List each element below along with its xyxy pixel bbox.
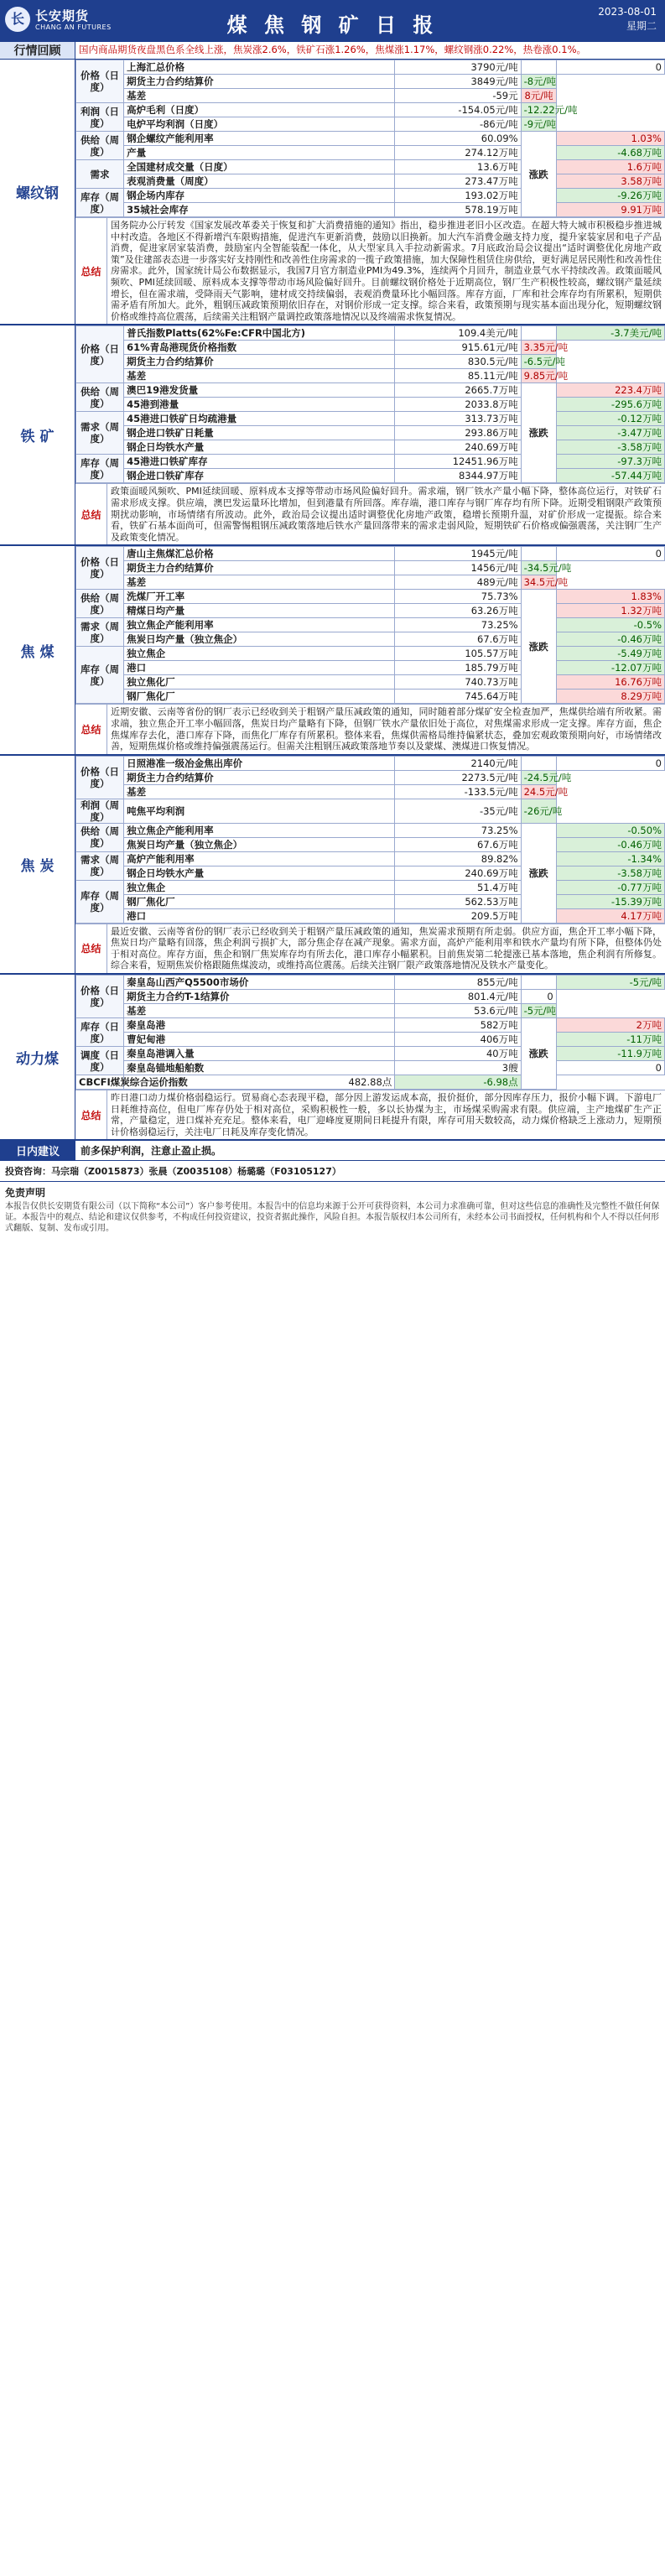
indicator-name: 45港到港量 [124,398,395,412]
indicator-row [76,675,665,690]
logo-en-text: CHANG AN FUTURES [35,23,112,31]
indicator-row [76,1061,665,1075]
indicator-value: 73.25% [395,823,521,837]
indicator-value: 51.4万吨 [395,880,521,894]
indicator-name: 港口 [124,661,395,675]
indicator-value: 582万吨 [395,1018,521,1033]
indicator-row [76,455,665,469]
indicator-change: -6.98点 [395,1075,521,1090]
indicator-category: 利润（周度） [76,799,124,823]
commodity-section [0,975,665,1141]
indicator-table [75,546,665,704]
indicator-row [76,146,665,160]
indicator-name: 电炉平均利润（日度） [124,117,395,132]
indicator-row [76,355,665,369]
indicator-change: -11.9万吨 [556,1047,664,1061]
indicator-name: 全国建材成交量（日度） [124,160,395,174]
indicator-name: 期货主力合约T-1结算价 [124,990,395,1004]
indicator-row [76,132,665,146]
report-date: 2023-08-01 [598,6,657,18]
header [0,0,665,42]
indicator-category: 需求（周度） [76,851,124,880]
indicator-row [76,1075,665,1090]
commodity-name: 焦 炭 [0,756,75,973]
indicator-value: 2033.8万吨 [395,398,521,412]
indicator-category: 库存（周度） [76,455,124,483]
commodity-name: 铁 矿 [0,325,75,544]
indicator-row [76,469,665,483]
indicator-value: -59元 [395,89,521,103]
indicator-change: 0 [556,1061,664,1075]
summary-block [75,217,665,324]
indicator-name: 焦炭日均产量（独立焦企） [124,837,395,851]
indicator-change: 9.85元/吨 [521,369,556,383]
commodity-sections [0,60,665,1141]
trend-label [521,326,556,341]
indicator-name: 港口 [124,908,395,923]
commodity-body [75,546,665,753]
indicator-change: -9.26万吨 [556,189,664,203]
indicator-change: 1.6万吨 [556,160,664,174]
indicator-name: 45港进口铁矿日均疏港量 [124,412,395,426]
indicator-row [76,60,665,75]
indicator-value: 240.69万吨 [395,440,521,455]
indicator-value: 53.6元/吨 [395,1004,521,1018]
indicator-row [76,547,665,561]
logo-cn-text: 长安期货 [35,8,90,23]
indicator-name: 独立焦化厂 [124,675,395,690]
summary-block [75,483,665,544]
report-title: 煤 焦 钢 矿 日 报 [226,13,439,37]
indicator-name: 钢企进口铁矿日耗量 [124,426,395,440]
indicator-name: 吨焦平均利润 [124,799,395,823]
summary-label: 总结 [75,705,107,753]
disclaimer-title: 免责声明 [5,1187,46,1200]
indicator-change: 1.03% [556,132,664,146]
indicator-row [76,160,665,174]
indicator-row [76,866,665,880]
indicator-change: 0 [556,756,664,770]
indicator-name: 基差 [124,89,395,103]
indicator-change: 0 [556,60,664,75]
indicator-value: 406万吨 [395,1033,521,1047]
indicator-name: 钢厂焦化厂 [124,690,395,704]
summary-block [75,924,665,973]
indicator-name: 洗煤厂开工率 [124,590,395,604]
commodity-section [0,546,665,755]
daily-advice-label: 日内建议 [0,1141,75,1160]
indicator-change: 3.58万吨 [556,174,664,189]
indicator-name: 基差 [124,1004,395,1018]
indicator-name: 钢企场内库存 [124,189,395,203]
indicator-category: 供给（周度） [76,590,124,618]
indicator-name: 期货主力合约结算价 [124,561,395,575]
indicator-change: -24.5元/吨 [521,770,556,784]
indicator-change: -8元/吨 [521,75,556,89]
indicator-name: 澳巴19港发货量 [124,383,395,398]
indicator-change: 34.5元/吨 [521,575,556,590]
indicator-value: 75.73% [395,590,521,604]
indicator-value: 915.61元/吨 [395,341,521,355]
market-review-label: 行情回顾 [0,42,75,59]
indicator-value: 105.57万吨 [395,647,521,661]
indicator-value: 1456元/吨 [395,561,521,575]
indicator-category: 需求（周度） [76,412,124,455]
indicator-change: -3.58万吨 [556,866,664,880]
summary-label: 总结 [75,1090,107,1139]
indicator-name: 产量 [124,146,395,160]
summary-block [75,1090,665,1139]
indicator-row [76,690,665,704]
summary-text: 昨日港口动力煤价格弱稳运行。贸易商心态表现平稳，部分因上游发运成本高，报价挺价，部分因库存压力，报价小幅下调。下游电厂日耗维持高位，但电厂库存仍处于相对高位，采购积极性一般，多以长协煤为主，市场煤采购需求有限。供应端，主产地煤矿生产正常，产量稳定，进口煤补充充足。整体来看，电厂迎峰度夏期间日耗提升有限，库存可用天数较高，动力煤价格缺乏上涨动力，短期预计价格弱稳运行，关注电厂日耗及库存变化情况。 [111,1092,662,1137]
indicator-row [76,604,665,618]
indicator-value: 240.69万吨 [395,866,521,880]
indicator-table [75,325,665,483]
indicator-category: 价格（日度） [76,547,124,590]
indicator-change: -15.39万吨 [556,894,664,908]
indicator-row [76,412,665,426]
indicator-name: 普氏指数Platts(62%Fe:CFR中国北方) [124,326,395,341]
indicator-value: 40万吨 [395,1047,521,1061]
trend-label: 涨跌 [521,590,556,704]
indicator-value: 193.02万吨 [395,189,521,203]
indicator-name: 期货主力合约结算价 [124,770,395,784]
commodity-body [75,60,665,324]
trend-label: 涨跌 [521,132,556,217]
report-date-block [598,5,657,34]
market-review-text: 国内商品期货夜盘黑色系全线上涨，焦炭涨2.6%，铁矿石涨1.26%，焦煤涨1.17%，螺纹钢涨0.22%，热卷涨0.1%。 [79,44,587,55]
indicator-name: 独立焦企产能利用率 [124,823,395,837]
indicator-change: 0 [556,547,664,561]
indicator-change: -4.68万吨 [556,146,664,160]
indicator-category: 供给（周度） [76,132,124,160]
indicator-change: 3.35元/吨 [521,341,556,355]
indicator-name: 上海汇总价格 [124,60,395,75]
indicator-value: 2273.5元/吨 [395,770,521,784]
indicator-change: -5.49万吨 [556,647,664,661]
indicator-change: -1.34% [556,851,664,866]
indicator-category: 库存（周度） [76,880,124,923]
indicator-row [76,908,665,923]
trend-label: 涨跌 [521,383,556,483]
daily-advice [0,1141,665,1161]
indicator-value: 482.88点 [124,1075,395,1090]
indicator-row [76,661,665,675]
indicator-name: 期货主力合约结算价 [124,355,395,369]
indicator-change: -97.3万吨 [556,455,664,469]
indicator-change: -3.47万吨 [556,426,664,440]
indicator-row [76,326,665,341]
trend-label [521,976,556,990]
indicator-row [76,823,665,837]
indicator-name: 期货主力合约结算价 [124,75,395,89]
indicator-name: 高炉产能利用率 [124,851,395,866]
indicator-value: 67.6万吨 [395,632,521,647]
indicator-row [76,1004,665,1018]
indicator-value: 313.73万吨 [395,412,521,426]
trend-label [521,60,556,75]
indicator-value: 1945元/吨 [395,547,521,561]
indicator-value: 2140元/吨 [395,756,521,770]
indicator-change: -5元/吨 [521,1004,556,1018]
indicator-category: 需求（周度） [76,618,124,647]
indicator-row [76,440,665,455]
indicator-name: 基差 [124,575,395,590]
indicator-row [76,189,665,203]
logo-mark-icon: 长 [5,7,30,32]
indicator-value: 578.19万吨 [395,203,521,217]
indicator-table [75,60,665,217]
indicator-value: 293.86万吨 [395,426,521,440]
indicator-change: 9.91万吨 [556,203,664,217]
indicator-value: 63.26万吨 [395,604,521,618]
indicator-name: 35城社会库存 [124,203,395,217]
indicator-category: 价格（日度） [76,326,124,383]
indicator-category: 调度（日度） [76,1047,124,1075]
indicator-value: 274.12万吨 [395,146,521,160]
indicator-value: -133.5元/吨 [395,784,521,799]
commodity-name: 螺纹钢 [0,60,75,324]
indicator-row [76,976,665,990]
indicator-value: -35元/吨 [395,799,521,823]
indicator-change: -12.07万吨 [556,661,664,675]
indicator-category: 利润（日度） [76,103,124,132]
indicator-change: -3.58万吨 [556,440,664,455]
indicator-row [76,1033,665,1047]
indicator-value: 855元/吨 [395,976,521,990]
indicator-value: 13.6万吨 [395,160,521,174]
indicator-category: 供给（周度） [76,823,124,851]
indicator-value: 740.73万吨 [395,675,521,690]
summary-text: 近期安徽、云南等省份的钢厂表示已经收到关于粗钢产量压减政策的通知，同时随着部分煤矿安全检查加严，焦煤供给端有所收紧。需求端，独立焦企开工率小幅回落，焦炭日均产量略有下降，但钢厂铁水产量依旧处于高位，对焦煤需求形成一定支撑。库存方面，焦企焦煤库存去化，港口库存下降，而焦化厂库存有所累积。整体来看，焦煤供需格局维持偏紧状态，叠加宏观政策预期向好，市场情绪改善，短期焦煤价格或维持偏强震荡运行。但需关注粗钢压减政策落地节奏以及蒙煤、澳煤进口恢复情况。 [111,706,662,752]
indicator-row [76,398,665,412]
indicator-name: 秦皇岛山西产Q5500市场价 [124,976,395,990]
indicator-row [76,426,665,440]
indicator-value: 273.47万吨 [395,174,521,189]
indicator-change: -11万吨 [556,1033,664,1047]
commodity-body [75,756,665,973]
market-review [0,42,665,60]
indicator-name: 钢企日均铁水产量 [124,866,395,880]
indicator-change: 1.32万吨 [556,604,664,618]
indicator-value: 209.5万吨 [395,908,521,923]
summary-text: 最近安徽、云南等省份的钢厂表示已经收到关于粗钢产量压减政策的通知，焦炭需求预期有所走弱。供应方面，焦企开工率小幅下降，焦炭日均产量略有回落，焦企利润亏损扩大，部分焦企存在减产现象。需求方面，高炉产能利用率和铁水产量均有所下降，但整体仍处于相对高位。库存方面，焦企和钢厂焦炭库存均有所去化，港口库存小幅累积。目前焦炭第二轮提涨已基本落地，焦企利润有所修复。综合来看，短期焦炭价格跟随焦煤波动，或维持高位震荡。后续关注钢厂限产政策落地情况及铁水产量变化。 [111,925,662,971]
indicator-value: 3艘 [395,1061,521,1075]
summary-text: 政策面暖风频吹、PMI延续回暖、原料成本支撑等带动市场风险偏好回升。需求端，钢厂铁水产量小幅下降，整体高位运行，对铁矿石需求形成支撑。供应端，澳巴发运量环比增加，但到港量有所回落。库存端，港口库存与钢厂库存均有所下降。近期受粗钢限产政策预期扰动影响，市场情绪有所波动。此外，政治局会议提出适时调整优化房地产政策，稳增长预期升温，对矿价形成一定提振。综合来看，铁矿石基本面尚可，但需警惕粗钢压减政策落地后铁水产量回落带来的需求走弱风险，短期铁矿石价格或偏强震荡，关注钢厂生产及政策变化情况。 [111,486,662,543]
indicator-change: 2万吨 [556,1018,664,1033]
indicator-name: 精煤日均产量 [124,604,395,618]
commodity-section [0,756,665,975]
indicator-value: 801.4元/吨 [395,990,521,1004]
summary-block [75,704,665,753]
indicator-name: 钢企进口铁矿库存 [124,469,395,483]
indicator-change: 4.17万吨 [556,908,664,923]
indicator-row [76,174,665,189]
analyst-list: 投资咨询：马宗瑞（Z0015873）张晨（Z0035108）杨璐璐（F03105127） [0,1161,665,1182]
trend-label: 涨跌 [521,823,556,923]
indicator-change: -0.12万吨 [556,412,664,426]
indicator-change: 16.76万吨 [556,675,664,690]
summary-label: 总结 [75,218,107,324]
indicator-value: 745.64万吨 [395,690,521,704]
indicator-value: 489元/吨 [395,575,521,590]
indicator-value: 2665.7万吨 [395,383,521,398]
daily-advice-text: 前多保护利润，注意止盈止损。 [81,1145,222,1158]
indicator-value: 3790元/吨 [395,60,521,75]
indicator-value: 85.11元/吨 [395,369,521,383]
indicator-row [76,837,665,851]
indicator-row [76,799,665,823]
indicator-change: -57.44万吨 [556,469,664,483]
indicator-row [76,89,665,103]
indicator-value: 73.25% [395,618,521,632]
indicator-category: 库存（周度） [76,189,124,217]
indicator-change: -0.46万吨 [556,632,664,647]
indicator-value: 89.82% [395,851,521,866]
indicator-change: -34.5元/吨 [521,561,556,575]
indicator-name: 唐山主焦煤汇总价格 [124,547,395,561]
indicator-category: 库存（日度） [76,1018,124,1047]
indicator-change: -12.22元/吨 [521,103,556,117]
indicator-row [76,756,665,770]
indicator-change: -0.50% [556,823,664,837]
indicator-row [76,1018,665,1033]
indicator-change: -0.46万吨 [556,837,664,851]
indicator-value: 67.6万吨 [395,837,521,851]
indicator-row [76,117,665,132]
indicator-name: 曹妃甸港 [124,1033,395,1047]
summary-text: 国务院办公厅转发《国家发展改革委关于恢复和扩大消费措施的通知》指出，稳步推进老旧小区改造。在超大特大城市积极稳步推进城中村改造。各地区不得新增汽车限购措施，促进汽车更新消费，鼓励以旧换新。加大汽车消费金融支持力度，提升家装家居和电子产品消费，促进家居家装消费，鼓励室内全智能装配一体化，从大型家具入手拉动新需求。7月底政治局会议提出“适时调整优化房地产政策”及住建部表态进一步落实好支持刚性和改善性住房需求的一揽子政策措施，加大保障性租赁住房供给，更好满足居民刚性和改善性住房需求。此外，国家统计局公布数据显示，我国7月官方制造业PMI为49.3%，连续两个月回升，制造业景气水平持续改善。政策面暖风频吹、PMI延续回暖、原料成本支撑等带动市场风险偏好回升。目前螺纹钢价格处于近期高位，钢厂生产积极性较高，螺纹钢产量延续增长，但在需求端，受降雨天气影响，建材成交持续偏弱，表观消费量环比小幅回落。库存方面，厂库和社会库存均有所累积，短期供需矛盾有所加大。此外，粗钢压减政策预期依旧存在，对钢价形成一定支撑。综合来看，政策预期与现实基本面出现分化，短期螺纹钢价格或维持高位震荡，后续需关注粗钢产量调控政策落地情况以及终端需求恢复情况。 [111,220,662,322]
indicator-category: 价格（日度） [76,976,124,1018]
indicator-row [76,1047,665,1061]
summary-label: 总结 [75,484,107,544]
indicator-name: 基差 [124,369,395,383]
indicator-name: 独立焦企产能利用率 [124,618,395,632]
indicator-category: 价格（日度） [76,756,124,799]
indicator-row [76,647,665,661]
trend-label: 涨跌 [521,1018,556,1090]
indicator-value: -154.05元/吨 [395,103,521,117]
trend-label [521,547,556,561]
indicator-change: 0 [521,990,556,1004]
indicator-category: 需求 [76,160,124,189]
indicator-name: 高炉毛利（日度） [124,103,395,117]
indicator-name: 焦炭日均产量（独立焦企） [124,632,395,647]
indicator-change: 1.83% [556,590,664,604]
indicator-value: 830.5元/吨 [395,355,521,369]
indicator-name: CBCFI煤炭综合运价指数 [76,1075,124,1090]
indicator-row [76,990,665,1004]
indicator-change: -3.7美元/吨 [556,326,664,341]
indicator-name: 独立焦企 [124,880,395,894]
indicator-change: -6.5元/吨 [521,355,556,369]
indicator-name: 钢企螺纹产能利用率 [124,132,395,146]
indicator-table [75,975,665,1090]
indicator-value: 8344.97万吨 [395,469,521,483]
trend-label [521,756,556,770]
summary-label: 总结 [75,924,107,973]
commodity-name: 焦 煤 [0,546,75,753]
indicator-value: 562.53万吨 [395,894,521,908]
indicator-row [76,851,665,866]
indicator-value: 185.79万吨 [395,661,521,675]
indicator-value: 109.4美元/吨 [395,326,521,341]
indicator-name: 基差 [124,784,395,799]
indicator-row [76,880,665,894]
disclaimer-text: 本报告仅供长安期货有限公司（以下简称“本公司”）客户参考使用。本报告中的信息均来源于公开可获得资料，本公司力求准确可靠，但对这些信息的准确性及完整性不做任何保证。本报告中的观点、结论和建议仅供参考，不构成任何投资建议，投资者据此操作，风险自担。本报告版权归本公司所有，未经本公司书面授权，任何机构和个人不得以任何形式翻版、复制、发布或引用。 [5,1202,660,1234]
indicator-row [76,561,665,575]
indicator-change: -9元/吨 [521,117,556,132]
commodity-name: 动力煤 [0,975,75,1139]
indicator-name: 钢厂焦化厂 [124,894,395,908]
indicator-change: 24.5元/吨 [521,784,556,799]
indicator-change: -0.5% [556,618,664,632]
indicator-value: 3849元/吨 [395,75,521,89]
indicator-value: 12451.96万吨 [395,455,521,469]
indicator-value: -86元/吨 [395,117,521,132]
indicator-name: 秦皇岛港 [124,1018,395,1033]
indicator-name: 表观消费量（周度） [124,174,395,189]
commodity-body [75,975,665,1139]
indicator-name: 秦皇岛锚地船舶数 [124,1061,395,1075]
indicator-row [76,341,665,355]
indicator-name: 61%青岛港现货价格指数 [124,341,395,355]
indicator-row [76,203,665,217]
indicator-category: 供给（周度） [76,383,124,412]
indicator-name: 独立焦企 [124,647,395,661]
indicator-name: 秦皇岛港调入量 [124,1047,395,1061]
indicator-row [76,383,665,398]
indicator-change: 8元/吨 [521,89,556,103]
indicator-row [76,590,665,604]
indicator-row [76,618,665,632]
indicator-change: 223.4万吨 [556,383,664,398]
commodity-section [0,325,665,546]
indicator-row [76,632,665,647]
indicator-row [76,103,665,117]
indicator-change: 8.29万吨 [556,690,664,704]
indicator-row [76,369,665,383]
indicator-table [75,756,665,924]
indicator-row [76,75,665,89]
indicator-change: -295.6万吨 [556,398,664,412]
commodity-section [0,60,665,325]
indicator-change: -5元/吨 [556,976,664,990]
indicator-change: -0.77万吨 [556,880,664,894]
indicator-name: 45港进口铁矿库存 [124,455,395,469]
indicator-change: -26元/吨 [521,799,556,823]
report-weekday: 星期二 [626,20,657,32]
indicator-row [76,894,665,908]
indicator-name: 钢企日均铁水产量 [124,440,395,455]
indicator-category: 库存（周度） [76,647,124,704]
commodity-body [75,325,665,544]
indicator-row [76,770,665,784]
indicator-category: 价格（日度） [76,60,124,103]
indicator-value: 60.09% [395,132,521,146]
indicator-row [76,784,665,799]
indicator-name: 日照港准一级冶金焦出库价 [124,756,395,770]
indicator-row [76,575,665,590]
